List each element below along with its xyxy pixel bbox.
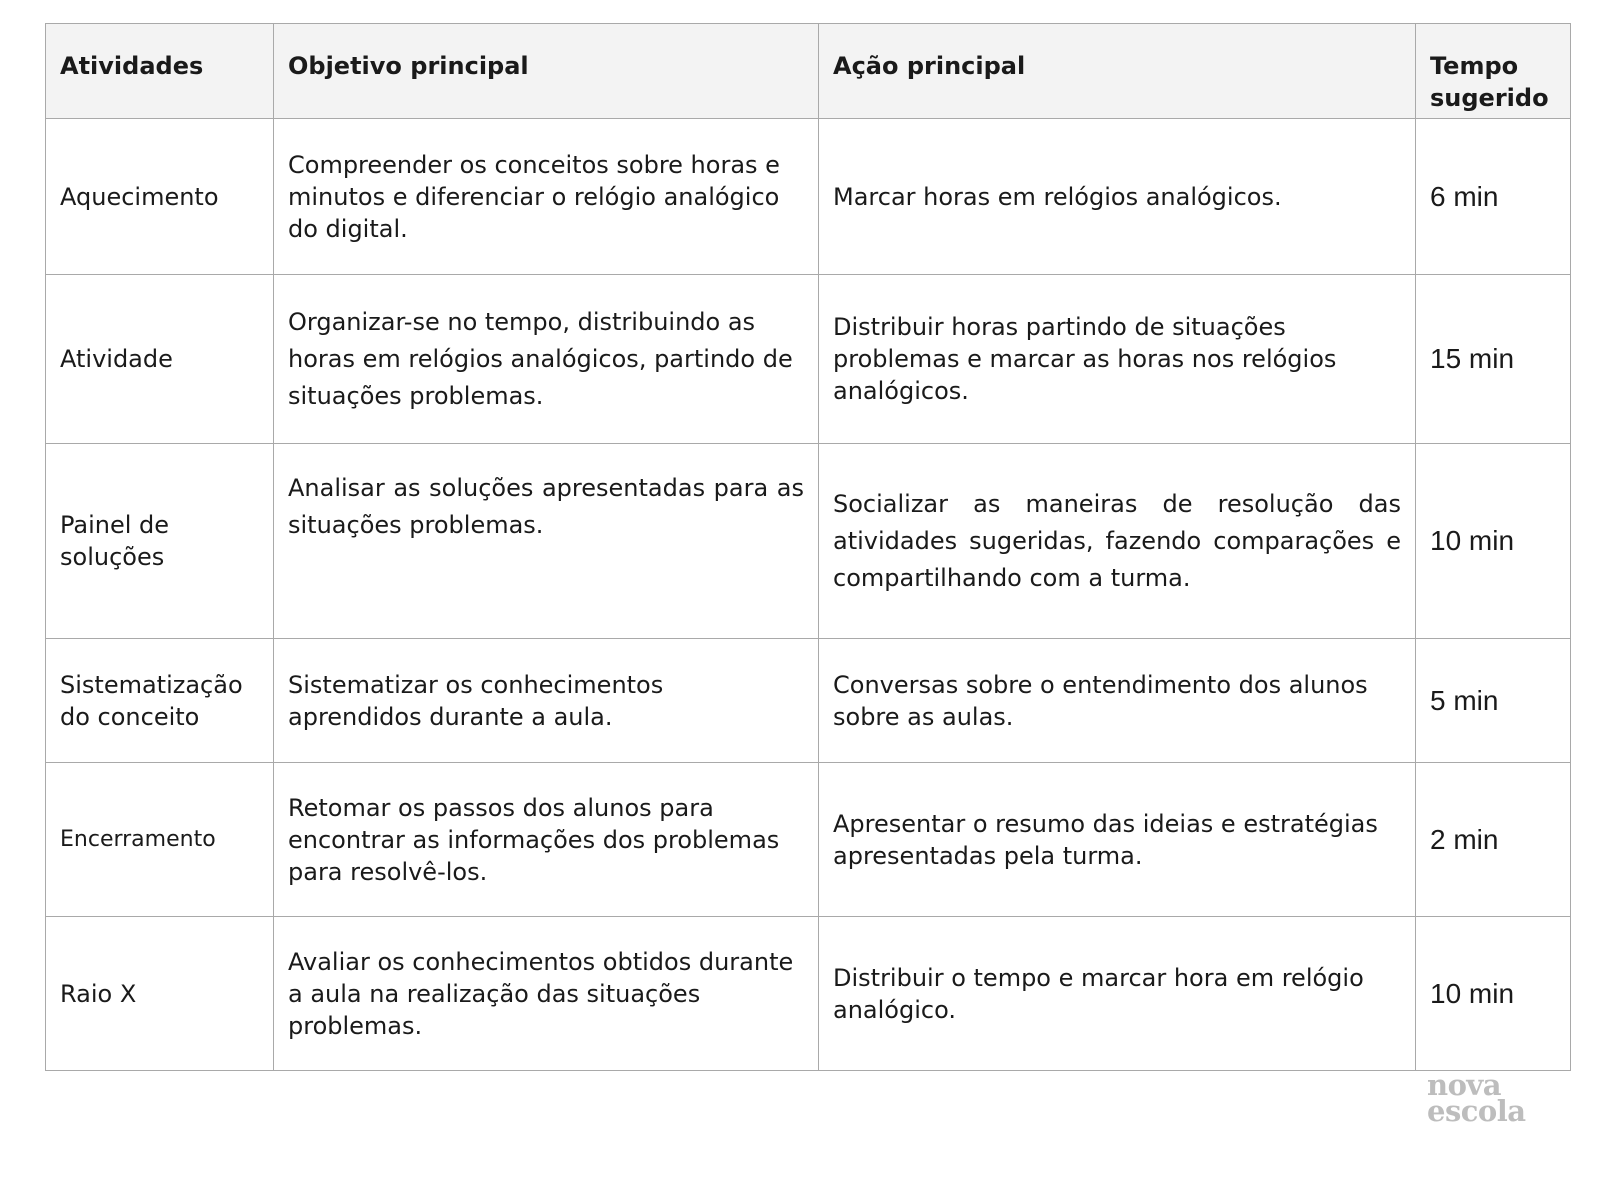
header-tempo: Tempo sugerido (1416, 24, 1571, 119)
objective-cell: Organizar-se no tempo, distribuindo as horas em relógios analógicos, partindo de situações problemas. (274, 275, 819, 444)
activity-cell: Raio X (46, 917, 274, 1071)
header-acao: Ação principal (819, 24, 1416, 119)
header-atividades: Atividades (46, 24, 274, 119)
objective-cell: Sistematizar os conhecimentos aprendidos durante a aula. (274, 639, 819, 763)
table-row (46, 763, 1571, 917)
objective-cell: Retomar os passos dos alunos para encontrar as informações dos problemas para resolvê-los. (274, 763, 819, 917)
table-row (46, 275, 1571, 444)
objective-cell: Compreender os conceitos sobre horas e minutos e diferenciar o relógio analógico do digital. (274, 119, 819, 275)
time-cell: 15 min (1416, 275, 1571, 444)
table-row (46, 444, 1571, 639)
activity-cell: Sistematização do conceito (46, 639, 274, 763)
table-row (46, 119, 1571, 275)
action-cell: Conversas sobre o entendimento dos alunos sobre as aulas. (819, 639, 1416, 763)
action-cell: Distribuir horas partindo de situações problemas e marcar as horas nos relógios analógicos. (819, 275, 1416, 444)
nova-escola-logo (1427, 1068, 1547, 1128)
logo-line-nova: nova (1427, 1068, 1502, 1102)
objective-cell: Avaliar os conhecimentos obtidos durante a aula na realização das situações problemas. (274, 917, 819, 1071)
lesson-plan-table (45, 23, 1571, 1071)
activity-cell: Encerramento (46, 763, 274, 917)
action-cell: Socializar as maneiras de resolução das atividades sugeridas, fazendo comparações e compartilhando com a turma. (819, 444, 1416, 639)
objective-cell: Analisar as soluções apresentadas para as situações problemas. (274, 444, 819, 639)
action-cell: Marcar horas em relógios analógicos. (819, 119, 1416, 275)
time-cell: 5 min (1416, 639, 1571, 763)
table-row (46, 917, 1571, 1071)
activity-cell: Atividade (46, 275, 274, 444)
table-row (46, 639, 1571, 763)
action-cell: Apresentar o resumo das ideias e estratégias apresentadas pela turma. (819, 763, 1416, 917)
header-row (46, 24, 1571, 119)
action-cell: Distribuir o tempo e marcar hora em relógio analógico. (819, 917, 1416, 1071)
logo-line-escola: escola (1427, 1094, 1526, 1128)
time-cell: 2 min (1416, 763, 1571, 917)
activity-cell: Painel de soluções (46, 444, 274, 639)
time-cell: 10 min (1416, 444, 1571, 639)
activity-cell: Aquecimento (46, 119, 274, 275)
time-cell: 6 min (1416, 119, 1571, 275)
header-objetivo: Objetivo principal (274, 24, 819, 119)
time-cell: 10 min (1416, 917, 1571, 1071)
